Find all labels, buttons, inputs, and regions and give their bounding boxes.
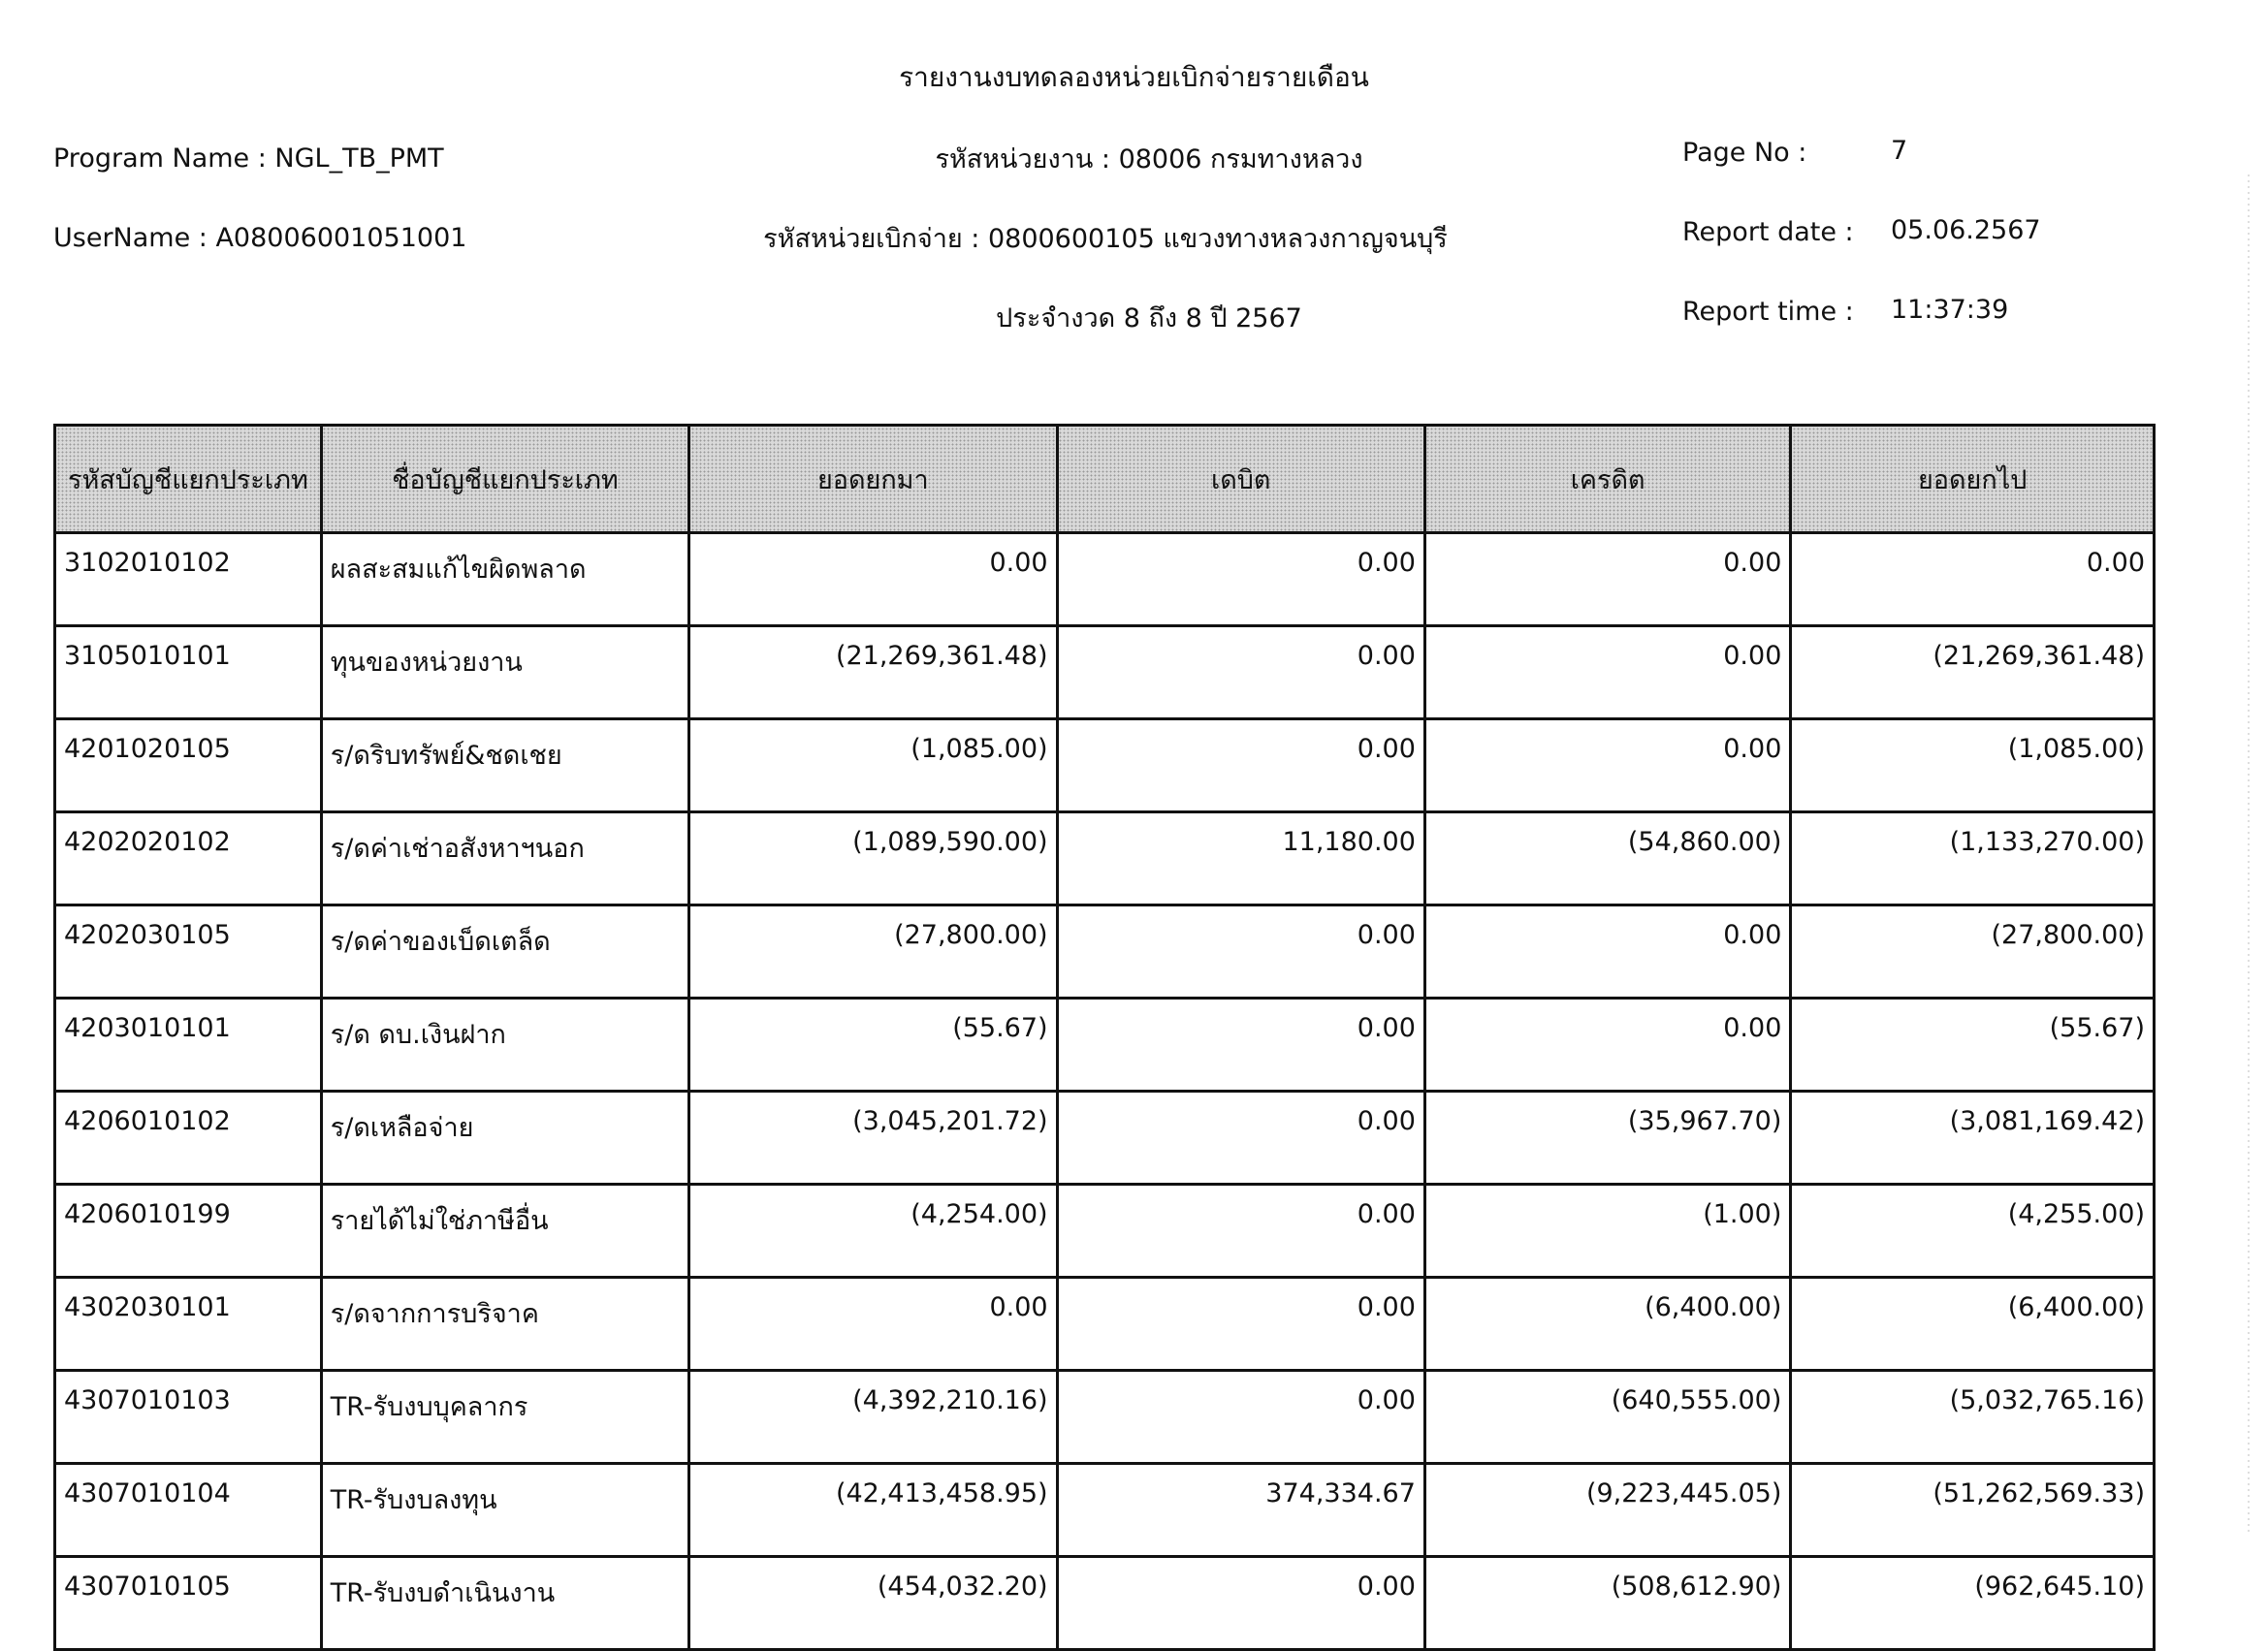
closing-balance: (21,269,361.48) [1791, 626, 2155, 719]
table-row [55, 1185, 2155, 1278]
debit: 0.00 [1057, 1278, 1424, 1371]
table-row [55, 533, 2155, 626]
account-code: 4202030105 [55, 905, 322, 999]
account-code: 4307010104 [55, 1464, 322, 1557]
table-row [55, 999, 2155, 1092]
col-header-credit: เครดิต [1424, 426, 1790, 533]
debit: 0.00 [1057, 719, 1424, 812]
account-name: ทุนของหน่วยงาน [321, 626, 688, 719]
account-code: 4307010105 [55, 1557, 322, 1650]
account-name: TR-รับงบดำเนินงาน [321, 1557, 688, 1650]
account-code: 4307010103 [55, 1371, 322, 1464]
closing-balance: (1,133,270.00) [1791, 812, 2155, 905]
opening-balance: (55.67) [689, 999, 1058, 1092]
credit: (508,612.90) [1424, 1557, 1790, 1650]
debit: 0.00 [1057, 1557, 1424, 1650]
table-row [55, 1371, 2155, 1464]
credit: (6,400.00) [1424, 1278, 1790, 1371]
account-code: 4206010199 [55, 1185, 322, 1278]
credit: 0.00 [1424, 905, 1790, 999]
account-code: 4203010101 [55, 999, 322, 1092]
opening-balance: 0.00 [689, 533, 1058, 626]
table-row [55, 719, 2155, 812]
closing-balance: (55.67) [1791, 999, 2155, 1092]
username: UserName : A08006001051001 [53, 223, 467, 253]
debit: 0.00 [1057, 999, 1424, 1092]
account-name: ร/ดค่าของเบ็ดเตล็ด [321, 905, 688, 999]
closing-balance: (27,800.00) [1791, 905, 2155, 999]
debit: 374,334.67 [1057, 1464, 1424, 1557]
account-name: ร/ดค่าเช่าอสังหาฯนอก [321, 812, 688, 905]
account-code: 3105010101 [55, 626, 322, 719]
opening-balance: (4,254.00) [689, 1185, 1058, 1278]
credit: (9,223,445.05) [1424, 1464, 1790, 1557]
credit: (640,555.00) [1424, 1371, 1790, 1464]
program-name: Program Name : NGL_TB_PMT [53, 143, 444, 174]
opening-balance: (1,089,590.00) [689, 812, 1058, 905]
table-row [55, 905, 2155, 999]
report-title: รายงานงบทดลองหน่วยเบิกจ่ายรายเดือน [899, 61, 1369, 93]
table-header-row [55, 426, 2155, 533]
table-row [55, 812, 2155, 905]
disbursing-unit-line: รหัสหน่วยเบิกจ่าย : 0800600105 แขวงทางหลวงกาญจนบุรี [763, 224, 1448, 254]
opening-balance: (4,392,210.16) [689, 1371, 1058, 1464]
debit: 0.00 [1057, 533, 1424, 626]
credit: (35,967.70) [1424, 1092, 1790, 1185]
closing-balance: (962,645.10) [1791, 1557, 2155, 1650]
debit: 11,180.00 [1057, 812, 1424, 905]
agency-line: รหัสหน่วยงาน : 08006 กรมทางหลวง [935, 144, 1363, 175]
report-date-label: Report date : [1682, 217, 1854, 247]
table-row [55, 1278, 2155, 1371]
period-line: ประจำงวด 8 ถึง 8 ปี 2567 [996, 303, 1302, 333]
credit: 0.00 [1424, 719, 1790, 812]
credit: 0.00 [1424, 533, 1790, 626]
opening-balance: 0.00 [689, 1278, 1058, 1371]
col-header-debit: เดบิต [1057, 426, 1424, 533]
account-name: ผลสะสมแก้ไขผิดพลาด [321, 533, 688, 626]
opening-balance: (27,800.00) [689, 905, 1058, 999]
scan-edge-artifact [2248, 175, 2250, 1532]
debit: 0.00 [1057, 1092, 1424, 1185]
trial-balance-table [53, 424, 2156, 1651]
account-name: TR-รับงบลงทุน [321, 1464, 688, 1557]
debit: 0.00 [1057, 626, 1424, 719]
closing-balance: (51,262,569.33) [1791, 1464, 2155, 1557]
account-name: รายได้ไม่ใช่ภาษีอื่น [321, 1185, 688, 1278]
closing-balance: 0.00 [1791, 533, 2155, 626]
table-row [55, 1092, 2155, 1185]
report-date-value: 05.06.2567 [1891, 215, 2041, 245]
closing-balance: (1,085.00) [1791, 719, 2155, 812]
credit: (54,860.00) [1424, 812, 1790, 905]
account-name: ร/ดจากการบริจาค [321, 1278, 688, 1371]
opening-balance: (1,085.00) [689, 719, 1058, 812]
account-name: ร/ดริบทรัพย์&ชดเชย [321, 719, 688, 812]
col-header-closing-balance: ยอดยกไป [1791, 426, 2155, 533]
opening-balance: (42,413,458.95) [689, 1464, 1058, 1557]
account-code: 4206010102 [55, 1092, 322, 1185]
account-code: 4201020105 [55, 719, 322, 812]
debit: 0.00 [1057, 1371, 1424, 1464]
closing-balance: (6,400.00) [1791, 1278, 2155, 1371]
col-header-account-code: รหัสบัญชีแยกประเภท [55, 426, 322, 533]
debit: 0.00 [1057, 905, 1424, 999]
account-name: ร/ดเหลือจ่าย [321, 1092, 688, 1185]
account-code: 4302030101 [55, 1278, 322, 1371]
table-row [55, 626, 2155, 719]
closing-balance: (3,081,169.42) [1791, 1092, 2155, 1185]
table-row [55, 1464, 2155, 1557]
col-header-account-name: ชื่อบัญชีแยกประเภท [321, 426, 688, 533]
opening-balance: (21,269,361.48) [689, 626, 1058, 719]
closing-balance: (4,255.00) [1791, 1185, 2155, 1278]
report-time-label: Report time : [1682, 297, 1854, 327]
page-no-value: 7 [1891, 136, 1908, 166]
account-name: TR-รับงบบุคลากร [321, 1371, 688, 1464]
opening-balance: (3,045,201.72) [689, 1092, 1058, 1185]
col-header-opening-balance: ยอดยกมา [689, 426, 1058, 533]
account-code: 4202020102 [55, 812, 322, 905]
credit: 0.00 [1424, 626, 1790, 719]
opening-balance: (454,032.20) [689, 1557, 1058, 1650]
report-time-value: 11:37:39 [1891, 295, 2009, 325]
page-no-label: Page No : [1682, 138, 1807, 168]
closing-balance: (5,032,765.16) [1791, 1371, 2155, 1464]
credit: 0.00 [1424, 999, 1790, 1092]
account-code: 3102010102 [55, 533, 322, 626]
credit: (1.00) [1424, 1185, 1790, 1278]
debit: 0.00 [1057, 1185, 1424, 1278]
account-name: ร/ด ดบ.เงินฝาก [321, 999, 688, 1092]
